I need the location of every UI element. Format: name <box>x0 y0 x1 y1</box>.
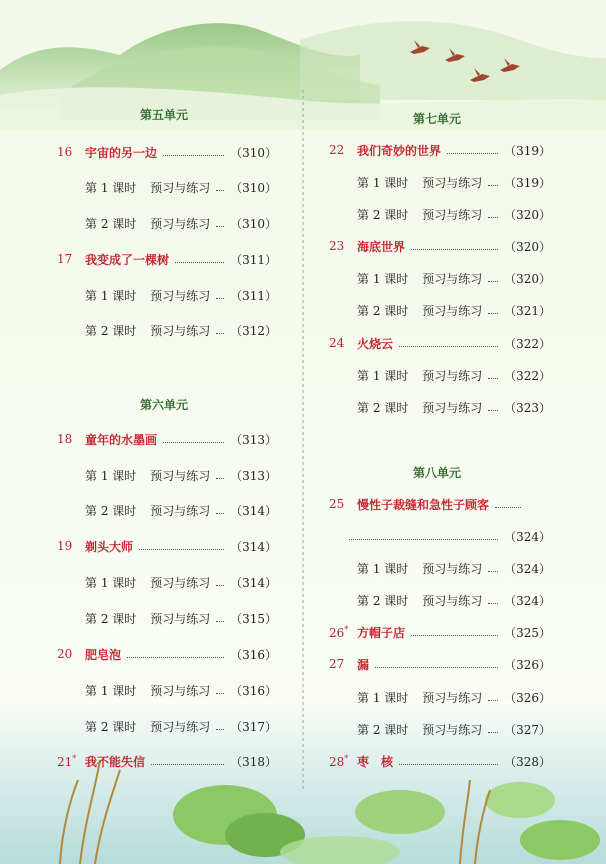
unit-heading: 第五单元 <box>140 108 189 122</box>
toc-sub-row[interactable] <box>85 214 277 232</box>
toc-lesson-row[interactable] <box>329 623 551 641</box>
toc-sub-row[interactable] <box>85 466 277 484</box>
lesson-activity: 预习与练习 <box>150 719 211 734</box>
leader-dots <box>488 410 498 411</box>
toc-lesson-row[interactable] <box>329 141 551 159</box>
lesson-number: 25 <box>329 497 345 511</box>
page-number: （311） <box>230 252 277 267</box>
page-number: （313） <box>230 468 277 483</box>
lesson-title: 慢性子裁缝和急性子顾客 <box>357 497 490 512</box>
lesson-activity: 预习与练习 <box>422 175 483 190</box>
page-number: （317） <box>230 719 277 734</box>
unit-heading: 第七单元 <box>413 112 462 126</box>
lesson-activity: 预习与练习 <box>150 683 211 698</box>
lesson-period: 第 1 课时 <box>85 468 137 483</box>
leader-dots <box>375 667 498 668</box>
toc-sub-row[interactable] <box>357 301 551 319</box>
page-number: （310） <box>230 216 277 231</box>
toc-lesson-row[interactable] <box>329 495 551 513</box>
optional-star-mark: * <box>72 753 77 763</box>
leader-dots <box>488 603 498 604</box>
lesson-title: 漏 <box>357 657 370 672</box>
lesson-number: 24 <box>329 336 345 350</box>
lesson-title: 肥皂泡 <box>85 647 122 662</box>
toc-sub-row[interactable] <box>85 573 277 591</box>
leader-dots <box>216 513 224 514</box>
leader-dots <box>216 585 224 586</box>
leader-dots <box>216 478 224 479</box>
lesson-title: 方帽子店 <box>357 625 406 640</box>
lesson-number: 19 <box>57 539 73 553</box>
toc-lesson-row[interactable] <box>57 752 277 770</box>
lesson-number: 20 <box>57 647 73 661</box>
lesson-activity: 预习与练习 <box>150 503 211 518</box>
lesson-period: 第 2 课时 <box>85 503 137 518</box>
page-number: （322） <box>504 336 551 351</box>
toc-sub-row[interactable] <box>357 559 551 577</box>
leader-dots <box>349 539 498 540</box>
toc-sub-row[interactable] <box>357 205 551 223</box>
lesson-activity: 预习与练习 <box>422 271 483 286</box>
leader-dots <box>163 442 224 443</box>
lesson-number: 16 <box>57 145 73 159</box>
lesson-title: 宇宙的另一边 <box>85 145 158 160</box>
leader-dots <box>216 729 224 730</box>
lesson-activity: 预习与练习 <box>150 611 211 626</box>
lesson-number: 27 <box>329 657 345 671</box>
toc-sub-row[interactable] <box>85 178 277 196</box>
unit-heading: 第六单元 <box>140 398 189 412</box>
toc-sub-row[interactable] <box>357 720 551 738</box>
lesson-activity: 预习与练习 <box>422 368 483 383</box>
toc-lesson-row[interactable] <box>57 430 277 448</box>
lesson-period: 第 2 课时 <box>85 216 137 231</box>
lesson-activity: 预习与练习 <box>150 288 211 303</box>
lesson-title: 我们奇妙的世界 <box>357 143 442 158</box>
leader-dots <box>151 764 224 765</box>
lesson-title: 童年的水墨画 <box>85 432 158 447</box>
page-number: （320） <box>504 239 551 254</box>
lesson-period: 第 1 课时 <box>357 368 409 383</box>
leader-dots <box>488 571 498 572</box>
page-number: （324） <box>504 529 551 544</box>
lesson-title: 剃头大师 <box>85 539 134 554</box>
page-number: （310） <box>230 180 277 195</box>
page-number: （314） <box>230 575 277 590</box>
lesson-period: 第 1 课时 <box>85 180 137 195</box>
leader-dots <box>139 549 224 550</box>
lesson-activity: 预习与练习 <box>150 575 211 590</box>
lesson-period: 第 1 课时 <box>85 683 137 698</box>
lesson-title: 我变成了一棵树 <box>85 252 170 267</box>
page-number: （326） <box>504 657 551 672</box>
lesson-activity: 预习与练习 <box>422 593 483 608</box>
leader-dots <box>488 217 498 218</box>
page-number: （311） <box>230 288 277 303</box>
page-number: （316） <box>230 647 277 662</box>
toc-lesson-row[interactable] <box>57 537 277 555</box>
leader-dots <box>163 155 224 156</box>
lesson-number: 28* <box>329 753 349 769</box>
page-number: （319） <box>504 175 551 190</box>
leader-dots <box>399 764 498 765</box>
lesson-period: 第 2 课时 <box>357 593 409 608</box>
page-number: （312） <box>230 323 277 338</box>
page-number: （325） <box>504 625 551 640</box>
lesson-title: 枣 核 <box>357 754 394 769</box>
lesson-activity: 预习与练习 <box>422 722 483 737</box>
unit-heading: 第八单元 <box>413 466 462 480</box>
lesson-number: 26* <box>329 624 349 640</box>
lesson-title: 我不能失信 <box>85 754 146 769</box>
leader-dots <box>488 700 498 701</box>
lesson-period: 第 1 课时 <box>357 175 409 190</box>
leader-dots <box>447 153 498 154</box>
toc-lesson-row[interactable] <box>329 655 551 673</box>
page-number: （320） <box>504 271 551 286</box>
lesson-period: 第 2 课时 <box>85 323 137 338</box>
lesson-activity: 预习与练习 <box>422 303 483 318</box>
page-number: （321） <box>504 303 551 318</box>
toc-sub-row[interactable] <box>85 286 277 304</box>
leader-dots <box>216 190 224 191</box>
lesson-number: 22 <box>329 143 345 157</box>
toc-lesson-row[interactable] <box>57 250 277 268</box>
lesson-period: 第 2 课时 <box>357 722 409 737</box>
leader-dots <box>175 262 224 263</box>
leader-dots <box>488 313 498 314</box>
leader-dots <box>216 621 224 622</box>
page-number: （319） <box>504 143 551 158</box>
toc-sub-row[interactable] <box>357 173 551 191</box>
lesson-period: 第 1 课时 <box>357 690 409 705</box>
lesson-number: 21* <box>57 753 77 769</box>
page-number: （328） <box>504 754 551 769</box>
leader-dots <box>399 346 498 347</box>
lesson-activity: 预习与练习 <box>422 207 483 222</box>
lesson-activity: 预习与练习 <box>150 468 211 483</box>
lesson-period: 第 2 课时 <box>357 400 409 415</box>
lesson-title: 海底世界 <box>357 239 406 254</box>
optional-star-mark: * <box>344 624 349 634</box>
leader-dots <box>495 507 521 508</box>
page-number: （324） <box>504 561 551 576</box>
lesson-period: 第 2 课时 <box>85 719 137 734</box>
lesson-activity: 预习与练习 <box>150 216 211 231</box>
lesson-number: 23 <box>329 239 345 253</box>
leader-dots <box>411 249 498 250</box>
page-number: （318） <box>230 754 277 769</box>
leader-dots <box>127 657 224 658</box>
toc-sub-row[interactable] <box>85 609 277 627</box>
lesson-period: 第 2 课时 <box>357 303 409 318</box>
page-number: （313） <box>230 432 277 447</box>
toc-sub-row[interactable] <box>357 398 551 416</box>
page-number: （316） <box>230 683 277 698</box>
toc-sub-row[interactable] <box>357 688 551 706</box>
lesson-period: 第 1 课时 <box>357 271 409 286</box>
toc-lesson-row[interactable] <box>329 334 551 352</box>
page-number: （315） <box>230 611 277 626</box>
lesson-number: 17 <box>57 252 73 266</box>
page-number: （327） <box>504 722 551 737</box>
lesson-period: 第 1 课时 <box>357 561 409 576</box>
leader-dots <box>488 281 498 282</box>
toc-sub-row[interactable] <box>357 591 551 609</box>
page-number: （323） <box>504 400 551 415</box>
toc-lesson-row[interactable] <box>329 237 551 255</box>
lesson-period: 第 1 课时 <box>85 575 137 590</box>
lesson-period: 第 1 课时 <box>85 288 137 303</box>
lesson-activity: 预习与练习 <box>422 400 483 415</box>
toc-sub-row[interactable] <box>357 366 551 384</box>
toc-lesson-row[interactable] <box>57 645 277 663</box>
page-number: （324） <box>504 593 551 608</box>
page-number: （310） <box>230 145 277 160</box>
lesson-period: 第 2 课时 <box>357 207 409 222</box>
leader-dots <box>216 333 224 334</box>
leader-dots <box>488 185 498 186</box>
leader-dots <box>488 732 498 733</box>
leader-dots <box>216 226 224 227</box>
optional-star-mark: * <box>344 753 349 763</box>
leader-dots <box>216 298 224 299</box>
toc-lesson-continuation-row[interactable] <box>349 527 551 545</box>
lesson-activity: 预习与练习 <box>422 561 483 576</box>
lesson-activity: 预习与练习 <box>150 180 211 195</box>
page-number: （320） <box>504 207 551 222</box>
page-number: （322） <box>504 368 551 383</box>
lesson-number: 18 <box>57 432 73 446</box>
toc-lesson-row[interactable] <box>329 752 551 770</box>
leader-dots <box>411 635 498 636</box>
lesson-title: 火烧云 <box>357 336 394 351</box>
toc-sub-row[interactable] <box>85 717 277 735</box>
toc-sub-row[interactable] <box>85 321 277 339</box>
leader-dots <box>216 693 224 694</box>
toc-lesson-row[interactable] <box>57 143 277 161</box>
page-number: （326） <box>504 690 551 705</box>
page-number: （314） <box>230 539 277 554</box>
lesson-activity: 预习与练习 <box>422 690 483 705</box>
page-number: （314） <box>230 503 277 518</box>
toc-sub-row[interactable] <box>85 681 277 699</box>
toc-sub-row[interactable] <box>357 269 551 287</box>
lesson-period: 第 2 课时 <box>85 611 137 626</box>
leader-dots <box>488 378 498 379</box>
lesson-activity: 预习与练习 <box>150 323 211 338</box>
toc-sub-row[interactable] <box>85 501 277 519</box>
